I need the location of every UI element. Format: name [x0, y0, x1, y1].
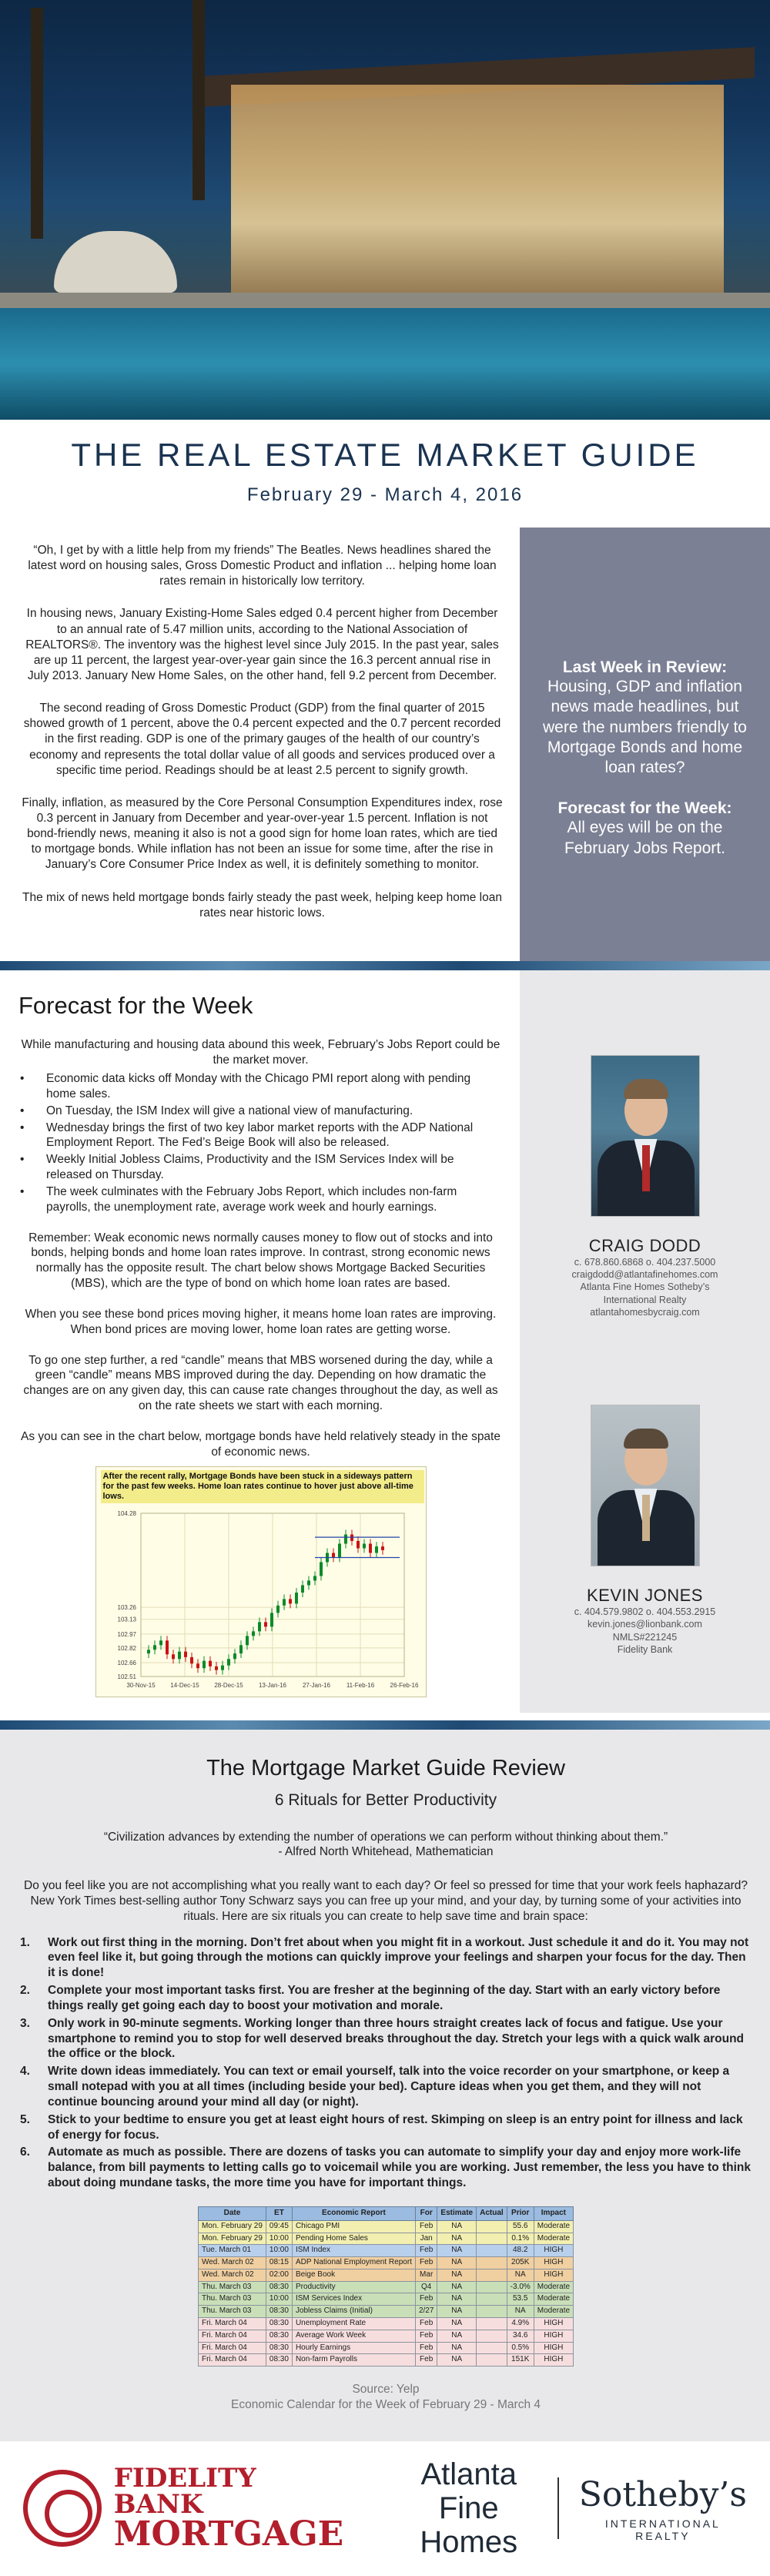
table-cell: Mon. February 29 — [198, 2233, 266, 2245]
house-facade — [231, 85, 724, 316]
table-cell: Non-farm Payrolls — [292, 2354, 415, 2367]
hero-photo — [0, 0, 770, 420]
table-header-cell: Economic Report — [292, 2206, 415, 2220]
source-note — [18, 2382, 753, 2413]
table-row — [198, 2245, 573, 2257]
candle — [221, 1665, 224, 1670]
table-cell — [477, 2330, 507, 2342]
candle — [332, 1553, 335, 1557]
table-header-row — [198, 2206, 573, 2220]
table-cell: HIGH — [534, 2342, 573, 2354]
table-cell: HIGH — [534, 2354, 573, 2367]
table-cell: Tue. March 01 — [198, 2245, 266, 2257]
candle — [184, 1651, 187, 1656]
candle — [344, 1534, 347, 1543]
table-cell — [477, 2281, 507, 2293]
candle — [172, 1654, 175, 1659]
paragraph: In housing news, January Existing-Home Sales edged 0.4 percent higher from December to an annual rate of 5.47 million units, according to the National Association of REALTORS®. The inventory was the highest level since July 2015. In the past year, sales are up 11 percent, the largest year-over-year gain since the 16.3 percent annual rise in July 2013. January New Home Sales, on the other hand, fell 9.2 percent from December. — [25, 607, 499, 682]
table-row — [198, 2281, 573, 2293]
candle — [381, 1546, 384, 1550]
paragraph: The mix of news held mortgage bonds fairly steady the past week, helping keep home loan rates near historic lows. — [22, 890, 502, 920]
page-title: THE REAL ESTATE MARKET GUIDE — [71, 437, 699, 473]
table-cell: HIGH — [534, 2269, 573, 2281]
x-tick-label: 13-Jan-16 — [258, 1681, 286, 1689]
table-cell: NA — [437, 2220, 477, 2233]
table-cell: Moderate — [534, 2233, 573, 2245]
forecast-heading: Forecast for the Week — [18, 991, 253, 1019]
table-cell: NA — [437, 2354, 477, 2367]
list-item: • Wednesday brings the first of two key labor market reports with the ADP National Employment Report. The Fed’s Beige Book will also be released. — [18, 1121, 503, 1151]
table-cell: Jan — [415, 2233, 437, 2245]
table-cell: 08:30 — [266, 2354, 292, 2367]
list-item: • Economic data kicks off Monday with the Chicago PMI report along with pending home sales. — [18, 1071, 503, 1102]
table-cell: 55.6 — [507, 2220, 534, 2233]
paragraph: To go one step further, a red “candle” means that MBS worsened during the day, while a green “candle” means MBS improved during the day. Depending on how dramatic the changes are on any given day, this can cause rate changes throughout the day, as well as on the rate sheets we start with each morning. — [23, 1353, 498, 1413]
mbs-chart — [95, 1466, 427, 1697]
table-cell: HIGH — [534, 2245, 573, 2257]
candle — [227, 1659, 230, 1665]
table-row — [198, 2269, 573, 2281]
candle — [357, 1540, 360, 1548]
table-cell: 02:00 — [266, 2269, 292, 2281]
y-tick-label: 102.82 — [117, 1644, 136, 1652]
agent-company: International Realty — [603, 1294, 687, 1305]
table-cell: Q4 — [415, 2281, 437, 2293]
table-cell: Feb — [415, 2257, 437, 2269]
table-cell: Feb — [415, 2318, 437, 2330]
candle — [178, 1651, 181, 1659]
x-tick-label: 27-Jan-16 — [302, 1681, 330, 1689]
table-cell: NA — [437, 2306, 477, 2318]
table-cell: Moderate — [534, 2281, 573, 2293]
review-section — [0, 528, 770, 961]
table-cell: Wed. March 02 — [198, 2269, 266, 2281]
list-item: • The week culminates with the February Jobs Report, which includes non-farm payrolls, the unemployment rate, average work week and hourly earnings. — [18, 1184, 503, 1215]
candle — [295, 1593, 298, 1603]
pool — [0, 308, 770, 420]
candle — [215, 1666, 218, 1670]
table-cell: Fri. March 04 — [198, 2354, 266, 2367]
candle — [283, 1599, 286, 1605]
table-cell: ISM Services Index — [292, 2293, 415, 2306]
table-cell — [477, 2293, 507, 2306]
candle — [159, 1640, 162, 1645]
paragraph: As you can see in the chart below, mortgage bonds have held relatively steady in the spate of economic news. — [21, 1429, 500, 1459]
calendar-caption: Economic Calendar for the Week of February 29 - March 4 — [230, 2398, 541, 2412]
table-cell — [477, 2342, 507, 2354]
divider — [0, 961, 770, 970]
table-cell: 10:00 — [266, 2233, 292, 2245]
table-cell: 08:30 — [266, 2281, 292, 2293]
candle — [289, 1599, 292, 1603]
candle — [369, 1543, 372, 1553]
x-tick-label: 26-Feb-16 — [390, 1681, 418, 1689]
review-text: Housing, GDP and inflation news made headlines, but were the numbers friendly to Mortgage Bonds and home loan rates? — [543, 678, 747, 776]
table-cell: NA — [437, 2342, 477, 2354]
candle — [166, 1640, 169, 1654]
table-cell: 08:15 — [266, 2257, 292, 2269]
agent-name: KEVIN JONES — [587, 1586, 703, 1606]
x-tick-label: 30-Nov-15 — [126, 1681, 156, 1689]
agent-company: Atlanta Fine Homes Sotheby’s — [580, 1281, 710, 1293]
table-cell: NA — [437, 2281, 477, 2293]
candle — [203, 1660, 206, 1668]
table-cell: Feb — [415, 2330, 437, 2342]
candle — [209, 1660, 212, 1666]
table-cell: Wed. March 02 — [198, 2257, 266, 2269]
forecast-list — [18, 1071, 503, 1214]
table-cell: 10:00 — [266, 2293, 292, 2306]
table-cell: NA — [437, 2269, 477, 2281]
forecast-body — [0, 970, 520, 1713]
table-cell: NA — [437, 2233, 477, 2245]
table-cell: Feb — [415, 2293, 437, 2306]
table-cell: 151K — [507, 2354, 534, 2367]
agent-photo — [591, 1405, 700, 1566]
list-item: 5. Stick to your bedtime to ensure you get at least eight hours of rest. Skimping on sleep is an entry point for illness and lack of energy for focus. — [20, 2112, 743, 2142]
table-cell: -3.0% — [507, 2281, 534, 2293]
table-cell: 0.1% — [507, 2233, 534, 2245]
masthead — [0, 420, 770, 514]
table-cell: Moderate — [534, 2306, 573, 2318]
agent-nmls: NMLS#221245 — [612, 1631, 678, 1643]
table-cell: NA — [437, 2257, 477, 2269]
x-tick-label: 14-Dec-15 — [169, 1681, 199, 1689]
sothebys-logo: Sotheby’s INTERNATIONAL REALTY — [578, 2474, 747, 2542]
table-header-cell: Date — [198, 2206, 266, 2220]
logo-separator — [557, 2477, 559, 2539]
table-header-cell: Impact — [534, 2206, 573, 2220]
table-header-cell: Actual — [477, 2206, 507, 2220]
table-row — [198, 2257, 573, 2269]
table-cell: NA — [437, 2330, 477, 2342]
fidelity-bank-logo — [23, 2463, 346, 2554]
date-range: February 29 - March 4, 2016 — [246, 484, 524, 505]
list-item: • Weekly Initial Jobless Claims, Productivity and the ISM Services Index will be released on Thursday. — [18, 1152, 503, 1183]
table-cell: Mar — [415, 2269, 437, 2281]
candle — [270, 1613, 273, 1626]
table-cell: NA — [507, 2269, 534, 2281]
table-cell: HIGH — [534, 2257, 573, 2269]
table-cell: Fri. March 04 — [198, 2342, 266, 2354]
table-cell: ADP National Employment Report — [292, 2257, 415, 2269]
list-item: 6. Automate as much as possible. There are dozens of tasks you can automate to simplify your day and enjoy more work-life balance, from bill payments to letting calls go to voicemail while you are working. Just remember, the less you have to think about doing mundane tasks, the more time you have for important things. — [20, 2146, 752, 2190]
table-row — [198, 2293, 573, 2306]
table-row — [198, 2306, 573, 2318]
table-cell: Feb — [415, 2354, 437, 2367]
candle — [301, 1585, 304, 1593]
afh-logo: Atlanta Fine Homes — [420, 2457, 518, 2560]
palm-tree — [31, 8, 43, 239]
y-tick-label: 102.51 — [117, 1673, 136, 1680]
forecast-title: Forecast for the Week: — [557, 799, 732, 818]
table-cell: 4.9% — [507, 2318, 534, 2330]
table-cell: NA — [437, 2293, 477, 2306]
candle — [153, 1645, 156, 1650]
table-cell: HIGH — [534, 2318, 573, 2330]
table-cell — [477, 2233, 507, 2245]
table-cell: Thu. March 03 — [198, 2293, 266, 2306]
forecast-text: All eyes will be on the February Jobs Report. — [564, 819, 725, 857]
lion-icon — [23, 2470, 102, 2547]
list-item: 3. Only work in 90-minute segments. Working longer than three hours straight creates lack of focus and fatigue. Use your smartphone to remind you to stop for well deserved breaks throughout the day. Stretch your legs with a quick walk around the office or the block. — [20, 2016, 745, 2061]
candle — [307, 1580, 310, 1585]
quote-text: “Civilization advances by extending the number of operations we can perform without thinking about them.” — [103, 1830, 668, 1844]
agent-email[interactable]: craigdodd@atlantafinehomes.com — [571, 1269, 718, 1281]
agent-website[interactable]: atlantahomesbycraig.com — [590, 1306, 700, 1318]
forecast-section — [0, 970, 770, 1713]
table-header-cell: Prior — [507, 2206, 534, 2220]
candle — [190, 1656, 193, 1663]
bank-product: MORTGAGE — [113, 2514, 344, 2554]
table-row — [198, 2233, 573, 2245]
table-cell — [477, 2220, 507, 2233]
divider — [0, 1720, 770, 1730]
x-tick-label: 11-Feb-16 — [346, 1681, 374, 1689]
agent-card — [520, 1405, 770, 1656]
chart-note: After the recent rally, Mortgage Bonds have been stuck in a sideways pattern for the past few weeks. Home loan rates continue to hover just above all-time lows. — [101, 1470, 424, 1504]
agent-name: CRAIG DODD — [588, 1235, 701, 1255]
source-text: Source: Yelp — [352, 2383, 420, 2397]
list-item: • On Tuesday, the ISM Index will give a national view of manufacturing. — [18, 1104, 503, 1119]
candle — [196, 1663, 199, 1668]
candle — [147, 1650, 150, 1653]
table-cell: 53.5 — [507, 2293, 534, 2306]
paragraph: The second reading of Gross Domestic Product (GDP) from the final quarter of 2015 showed growth of 1 percent, above the 0.4 percent expected and the 0.7 percent recorded in the first reading. GDP is one of the primary gauges of the health of our country’s economy and represents the total dollar value of all goods and services produced over a specific time period. Readings should be at least 2.5 percent to signify growth. — [23, 702, 501, 777]
agent-company: Fidelity Bank — [617, 1643, 673, 1655]
candle — [264, 1622, 267, 1626]
table-cell: HIGH — [534, 2330, 573, 2342]
table-row — [198, 2318, 573, 2330]
table-cell: NA — [437, 2245, 477, 2257]
review-title: Last Week in Review: — [562, 658, 728, 676]
footer-logos — [0, 2441, 770, 2576]
table-cell: Fri. March 04 — [198, 2330, 266, 2342]
candle — [252, 1631, 255, 1636]
table-cell: 34.6 — [507, 2330, 534, 2342]
table-header-cell: For — [415, 2206, 437, 2220]
bank-name: FIDELITY BANK — [113, 2463, 256, 2521]
table-cell: Productivity — [292, 2281, 415, 2293]
table-cell: Feb — [415, 2342, 437, 2354]
table-header-cell: ET — [266, 2206, 292, 2220]
palm-tree — [192, 0, 205, 200]
summary-sidebar — [520, 528, 770, 961]
table-cell: Thu. March 03 — [198, 2281, 266, 2293]
review-subheading: 6 Rituals for Better Productivity — [274, 1790, 497, 1809]
table-cell: Moderate — [534, 2293, 573, 2306]
list-item: 1. Work out first thing in the morning. Don’t fret about when you might fit in a workout. Just schedule it and do it. You may not even feel like it, but going through the motions can quickly improve your feelings and sharpen your focus for the day. Then it is done! — [20, 1935, 749, 1980]
table-cell: Hourly Earnings — [292, 2342, 415, 2354]
agent-phones: c. 404.579.9802 o. 404.553.2915 — [574, 1606, 716, 1618]
table-row — [198, 2220, 573, 2233]
table-cell: Unemployment Rate — [292, 2318, 415, 2330]
table-cell: 48.2 — [507, 2245, 534, 2257]
daybed — [54, 231, 177, 293]
list-item: 4. Write down ideas immediately. You can text or email yourself, talk into the voice recorder on your smartphone, or keep a small notepad with you at all times (including beside your bed). Capture ideas when you get them, and they will not continue bouncing around your mind all day (or night). — [20, 2065, 730, 2109]
table-cell: Feb — [415, 2245, 437, 2257]
table-cell: 205K — [507, 2257, 534, 2269]
candle — [233, 1653, 236, 1659]
candle — [363, 1543, 366, 1548]
paragraph: “Oh, I get by with a little help from my friends” The Beatles. News headlines shared the latest word on housing sales, Gross Domestic Product and inflation ... helping home loan rates remain in historically low territory. — [28, 544, 497, 588]
mortgage-review-section — [0, 1730, 770, 2441]
table-cell: Mon. February 29 — [198, 2220, 266, 2233]
table-cell — [477, 2257, 507, 2269]
table-cell: 0.5% — [507, 2342, 534, 2354]
candle — [276, 1605, 280, 1613]
agent-phones: c. 678.860.6868 o. 404.237.5000 — [574, 1256, 716, 1268]
table-row — [198, 2354, 573, 2367]
paragraph: Remember: Weak economic news normally causes money to flow out of stocks and into bonds, helping bonds and home loan rates improve. In contrast, strong economic news normally has the opposite result. The chart below shows Mortgage Backed Securities (MBS), which are the type of bond on which home loan rates are based. — [28, 1231, 493, 1291]
table-cell: Beige Book — [292, 2269, 415, 2281]
table-cell: 10:00 — [266, 2245, 292, 2257]
table-cell — [477, 2306, 507, 2318]
y-tick-label: 103.26 — [117, 1603, 136, 1611]
quote-author: - Alfred North Whitehead, Mathematician — [278, 1845, 494, 1859]
review-body — [0, 528, 520, 961]
table-cell: NA — [507, 2306, 534, 2318]
table-header-cell: Estimate — [437, 2206, 477, 2220]
table-cell: 08:30 — [266, 2330, 292, 2342]
agent-email[interactable]: kevin.jones@lionbank.com — [588, 1619, 702, 1630]
mbs-chart-svg — [96, 1467, 427, 1698]
candle — [313, 1576, 316, 1580]
table-cell: ISM Index — [292, 2245, 415, 2257]
x-tick-label: 28-Dec-15 — [213, 1681, 243, 1689]
candle — [239, 1645, 243, 1653]
candle — [338, 1543, 341, 1557]
quote — [18, 1830, 753, 1861]
table-cell: Fri. March 04 — [198, 2318, 266, 2330]
candle — [320, 1562, 323, 1576]
table-cell: Average Work Week — [292, 2330, 415, 2342]
table-cell — [477, 2245, 507, 2257]
table-cell: Thu. March 03 — [198, 2306, 266, 2318]
table-cell — [477, 2318, 507, 2330]
table-cell — [477, 2269, 507, 2281]
y-tick-label: 102.97 — [117, 1630, 136, 1638]
review-intro: Do you feel like you are not accomplishing what you really want to each day? Or feel so pressed for time that your work feels haphazard? New York Times best-selling author Tony Schwarz says you can free up your mind, and your day, by turning some of your activities into rituals. Here are six rituals you can create to help save time and brain space: — [24, 1879, 748, 1923]
table-row — [198, 2342, 573, 2354]
table-cell: Pending Home Sales — [292, 2233, 415, 2245]
table-cell: 2/27 — [415, 2306, 437, 2318]
table-cell: Chicago PMI — [292, 2220, 415, 2233]
paragraph: When you see these bond prices moving higher, it means home loan rates are improving. When bond prices are moving lower, home loan rates are getting worse. — [25, 1307, 497, 1336]
table-row — [198, 2330, 573, 2342]
y-tick-label: 102.66 — [117, 1659, 136, 1667]
y-tick-label: 103.13 — [117, 1616, 136, 1623]
forecast-lead: While manufacturing and housing data abound this week, February’s Jobs Report could be the market mover. — [21, 1038, 500, 1067]
economic-calendar-table — [198, 2206, 574, 2367]
table-cell: 08:30 — [266, 2342, 292, 2354]
table-cell: Jobless Claims (Initial) — [292, 2306, 415, 2318]
agent-photo — [591, 1055, 700, 1217]
list-item: 2. Complete your most important tasks first. You are fresher at the beginning of the day. Start with an early victory before things really get going each day to boost your motivation and morale. — [20, 1984, 721, 2012]
candle — [375, 1546, 378, 1553]
table-cell: Moderate — [534, 2220, 573, 2233]
table-cell: 08:30 — [266, 2306, 292, 2318]
table-cell: 08:30 — [266, 2318, 292, 2330]
table-cell: 09:45 — [266, 2220, 292, 2233]
paragraph: Finally, inflation, as measured by the Core Personal Consumption Expenditures index, rose 0.3 percent in January from December and year-over-year 1.5 percent. Inflation is not bond-friendly news, meaning it also is not a good sign for home loan rates, which are tied to mortgage bonds. While inflation has not been an issue for some time, after the rise in January’s Core Consumer Price Index as well, it is definitely something to monitor. — [22, 796, 503, 872]
table-cell: NA — [437, 2318, 477, 2330]
rituals-list — [18, 1935, 753, 2191]
agents-sidebar — [520, 970, 770, 1713]
candle — [258, 1622, 261, 1631]
y-tick-label: 104.28 — [117, 1509, 136, 1517]
candle — [246, 1636, 249, 1645]
table-cell — [477, 2354, 507, 2367]
review-heading: The Mortgage Market Guide Review — [206, 1755, 565, 1780]
table-cell: Feb — [415, 2220, 437, 2233]
